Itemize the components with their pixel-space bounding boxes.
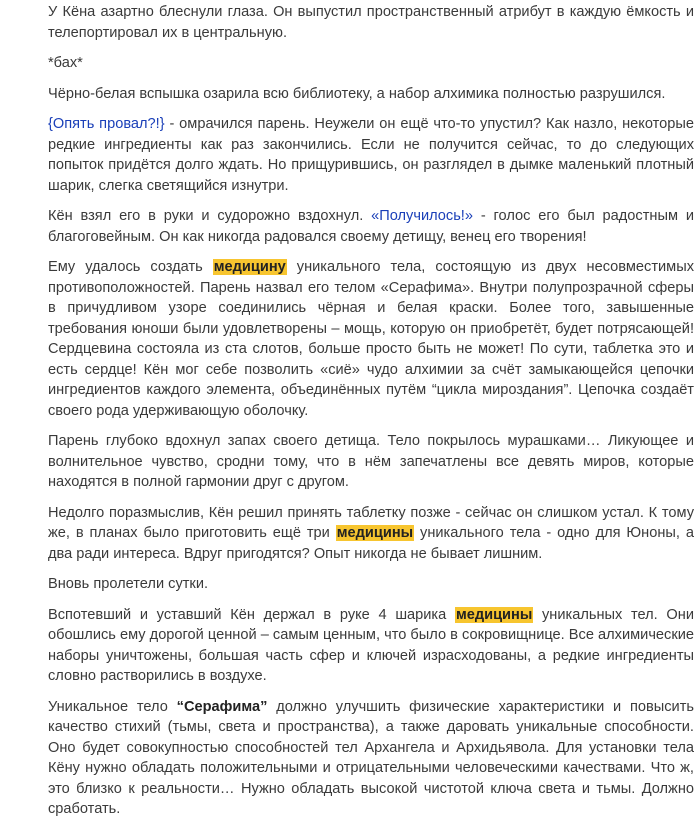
text-run: должно улучшить физические характеристики и повысить качество стихий (тьмы, света и пространства), а также даровать уникальные способности. Оно будет совокупностью способностей тел Архангела и Архидьявола. Для установки тела Кёну нужно обладать положительными и отрицательными человеческими качествами. Что ж, это близко к реальности… Нужно обладать высокой чистотой ключа света и тьмы. Должно сработать. — [48, 698, 694, 817]
paragraph — [48, 503, 694, 565]
text-run: Парень глубоко вдохнул запах своего детища. Тело покрылось мурашками… Ликующее и волнительное чувство, сродни тому, что в нём запечатлены все девять миров, которые находятся в полной гармонии друг с другом. — [48, 433, 694, 490]
text-run: Вспотевший и уставший Кён держал в руке 4 шарика — [48, 606, 455, 623]
text-run: *бах* — [48, 55, 83, 71]
paragraph — [48, 605, 694, 687]
text-run: - голос его был радостным и благоговейным. Он как никогда радовался своему детищу, венец его творения! — [48, 208, 694, 245]
paragraph — [48, 2, 694, 43]
text-run: Кён взял его в руки и судорожно вздохнул. — [48, 208, 372, 224]
highlighted-term: медицины — [336, 525, 414, 541]
text-run: уникального тела, состоящую из двух несовместимых противоположностей. Парень назвал его телом «Серафима». Внутри полупрозрачной сферы в причудливом узоре соединились чёрная и белая краски. Более того, завышенные требования юноши были удовлетворены – мощь, которую он приобретёт, будет потрясающей! Сердцевина состояла из ста слотов, больше просто быть не может! По сути, таблетка это и есть сердце! Кён мог себе позволить «сиё» чудо алхимии за счёт замыкающейся цепочки ингредиентов каждого элемента, объединённых путём “цикла мироздания”. Цепочка создаёт своего рода удерживающую оболочку. — [48, 259, 694, 419]
paragraph — [48, 431, 694, 493]
text-run: Уникальное тело — [48, 698, 177, 715]
paragraph — [48, 697, 694, 820]
text-run: уникального тела - одно для Юноны, а два ради интереса. Вдруг пригодятся? Опыт никогда не бывает лишним. — [48, 525, 694, 562]
text-run: Чёрно-белая вспышка озарила всю библиотеку, а набор алхимика полностью разрушился. — [48, 85, 666, 102]
paragraph — [48, 257, 694, 421]
text-run: У Кёна азартно блеснули глаза. Он выпустил пространственный атрибут в каждую ёмкость и телепортировал их в центральную. — [48, 4, 694, 41]
thought-quote: {Опять провал?!} — [48, 116, 165, 132]
highlighted-term: медицину — [213, 259, 286, 275]
bold-term: “Серафима” — [176, 698, 268, 715]
text-run: - омрачился парень. Неужели он ещё что-то упустил? Как назло, некоторые редкие ингредиенты как раз закончились. Если не получится сейчас, то до следующих попыток придётся долго ждать. Но прищурившись, он разглядел в дымке маленький плотный шарик, слегка светящийся изнутри. — [48, 116, 694, 194]
speech-quote: «Получилось!» — [371, 208, 473, 224]
text-run: Недолго поразмыслив, Кён решил принять таблетку позже - сейчас он слишком устал. К тому же, в планах было приготовить ещё три — [48, 504, 694, 541]
text-run: Ему удалось создать — [48, 259, 213, 275]
paragraph — [48, 114, 694, 196]
paragraph — [48, 206, 694, 247]
highlighted-term: медицины — [455, 606, 533, 623]
text-run: Вновь пролетели сутки. — [48, 576, 209, 592]
paragraph — [48, 53, 694, 74]
text-run: уникальных тел. Они обошлись ему дорогой ценной – самым ценным, что было в сокровищнице. Все алхимические наборы уничтожены, большая часть сфер и ключей израсходованы, а редкие ингредиенты словно растворились в воздухе. — [48, 606, 694, 684]
paragraph — [48, 84, 694, 105]
paragraph — [48, 574, 694, 595]
